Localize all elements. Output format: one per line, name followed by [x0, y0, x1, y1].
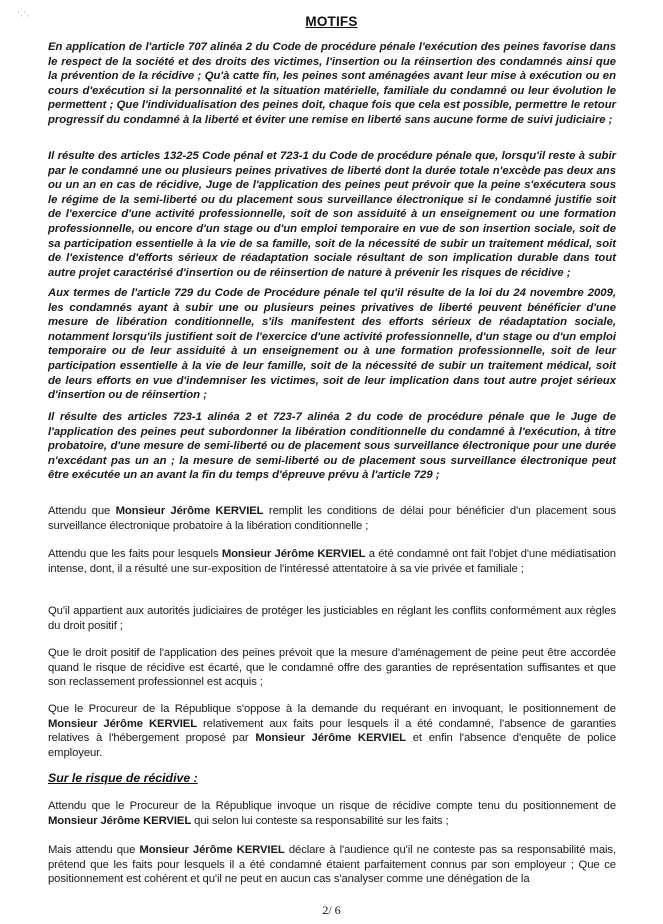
person-name: Monsieur Jérôme KERVIEL — [255, 732, 406, 745]
page-number: 2/ 6 — [322, 903, 341, 917]
page-title: MOTIFS — [305, 14, 358, 29]
paragraph-mais-attendu: Mais attendu que Monsieur Jérôme KERVIEL déclare à l'audience qu'il ne conteste pas sa responsabilité mais, prétend que les faits pour lesquels il a été condamné étaient parfaitement connus par son employeur ; Que ce positionnement est cohérent et qu'il ne peut en aucun cas s'analyser comme une dénégation de la — [48, 844, 617, 886]
legal-paragraph-723-1: Il résulte des articles 723-1 alinéa 2 et 723-7 alinéa 2 du code de procédure pénale que le Juge de l'application des peines peut subordonner la libération conditionnelle du condamné à l'exécution, à titre probatoire, d'une mesure de semi-liberté ou de placement sous surveillance électronique pour une durée n'excédant pas un an ; la mesure de semi-liberté ou de placement sous surveillance électronique peut être exécutée un an avant la fin du temps d'épreuve prévu à l'article 729 ; — [48, 411, 616, 482]
person-name: Monsieur Jérôme KERVIEL — [48, 717, 198, 730]
paragraph-droit-positif: Que le droit positif de l'application des peines prévoit que la mesure d'aménagement de peine peut être accordée quand le risque de récidive est écarté, que le condamné offre des garanties de représentation suffisantes et que son reclassement professionnel est acquis ; — [48, 647, 616, 689]
legal-paragraph-132-25: Il résulte des articles 132-25 Code pénal et 723-1 du Code de procédure pénale que, lorsqu'il reste à subir par le condamné une ou plusieurs peines privatives de liberté dont la durée totale n'excède pas deux ans ou un an en cas de récidive, Juge de l'application des peines peut prévoir que la peine s'exécutera sous le régime de la semi-liberté ou du placement sous surveillance électronique si le condamné justifie soit de l'exercice d'une activité professionnelle, soit de son assiduité à un enseignement ou une formation professionnelle, ou encore d'un stage ou d'un emploi temporaire en vue de son insertion sociale, soit de sa participation essentielle à la vie de sa famille, soit de la nécessité de subir un traitement médical, soit de l'existence d'efforts sérieux de réadaptation sociale résultant de son implication durable dans tout autre projet caractérisé d'insertion ou de réinsertion de nature à prévenir les risques de récidive ; — [48, 150, 616, 279]
scan-artifact: ' , ' , — [18, 12, 29, 18]
paragraph-procureur-recidive: Attendu que le Procureur de la République invoque un risque de récidive compte tenu du positionnement de Monsieur Jérôme KERVIEL qui selon lui conteste sa responsabilité sur les faits ; — [48, 800, 616, 827]
section-heading-recidive: Sur le risque de récidive : — [48, 771, 198, 785]
legal-paragraph-729: Aux termes de l'article 729 du Code de Procédure pénale tel qu'il résulte de la loi du 24 novembre 2009, les condamnés ayant à subir une ou plusieurs peines privatives de liberté peuvent bénéficier d'une mesure de libération conditionnelle, s'ils manifestent des efforts sérieux de réadaptation sociale, notamment lorsqu'ils justifient soit de l'exercice d'une activité professionnelle, d'un stage ou d'un emploi temporaire ou de leur assiduité à un enseignement ou à une formation professionnelle, soit de leur participation essentielle à la vie de leur famille, soit de la nécessité de subir un traitement médical, soit de leurs efforts en vue d'indemniser les victimes, soit de leur implication dans tout autre projet sérieux d'insertion ou de réinsertion ; — [48, 287, 616, 402]
person-name: Monsieur Jérôme KERVIEL — [48, 814, 192, 827]
person-name: Monsieur Jérôme KERVIEL — [139, 844, 285, 856]
person-name: Monsieur Jérôme KERVIEL — [221, 548, 366, 560]
person-name: Monsieur Jérôme KERVIEL — [115, 505, 264, 517]
paragraph-procureur-opposition: Que le Procureur de la République s'oppose à la demande du requérant en invoquant, le positionnement de Monsieur Jérôme KERVIEL relativement aux faits pour lesquels il a été condamné, l'absence de garanties relatives à l'hébergement proposé par Monsieur Jérôme KERVIEL et enfin l'absence d'enquête de police employeur. — [48, 703, 616, 759]
paragraph-autorites-judiciaires: Qu'il appartient aux autorités judiciaires de protéger les justiciables en réglant les conflits conformément aux règles du droit positif ; — [48, 605, 616, 632]
legal-paragraph-707: En application de l'article 707 alinéa 2 du Code de procédure pénale l'exécution des peines favorise dans le respect de la société et des droits des victimes, l'insertion ou la réinsertion des condamnés ainsi que la prévention de la récidive ; Qu'à catte fin, les peines sont aménagées avant leur mise à exécution ou en cours d'exécution si la personnalité et la situation matérielle, familiale du condamné ou leur évolution le permettent ; Que l'individualisation des peines doit, chaque fois que cela est possible, permettre le retour progressif du condamné à la liberté et éviter une remise en liberté sans aucune forme de suivi judiciaire ; — [48, 41, 616, 126]
attendu-paragraph-mediatisation: Attendu que les faits pour lesquels Monsieur Jérôme KERVIEL a été condamné ont fait l'objet d'une médiatisation intense, dont, il a résulté une sur-exposition de l'intéressé attentatoire à sa vie privée et familiale ; — [48, 548, 616, 575]
attendu-paragraph-delai: Attendu que Monsieur Jérôme KERVIEL remplit les conditions de délai pour bénéficier d'un placement sous surveillance électronique probatoire à la libération conditionnelle ; — [48, 505, 617, 532]
